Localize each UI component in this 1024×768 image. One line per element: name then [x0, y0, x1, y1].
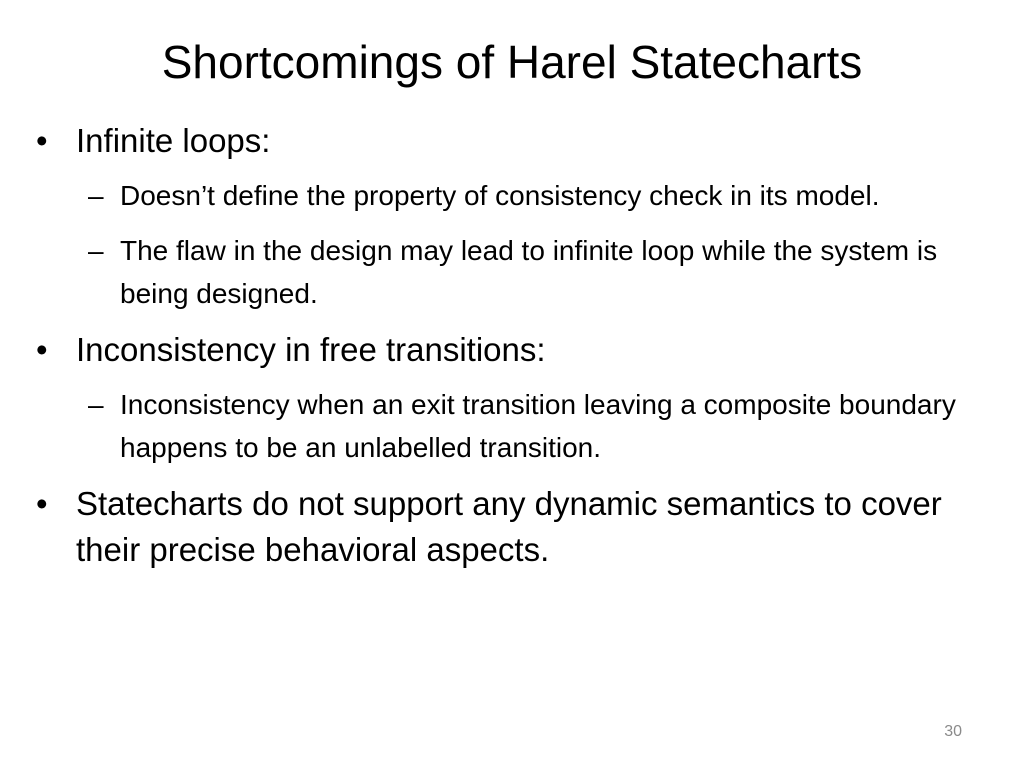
- sub-bullet-text: Inconsistency when an exit transition leaving a composite boundary happens to be an unlabelled transition.: [120, 389, 956, 463]
- sub-bullet-item: [88, 174, 994, 217]
- bullet-item-dynamic-semantics: [34, 481, 994, 573]
- sub-bullet-item: [88, 229, 994, 315]
- dash-icon: –: [88, 389, 104, 420]
- bullet-list: [34, 118, 994, 583]
- bullet-text: Inconsistency in free transitions:: [76, 331, 546, 368]
- page-number: 30: [944, 723, 962, 740]
- sub-bullet-text: The flaw in the design may lead to infinite loop while the system is being designed.: [120, 235, 938, 309]
- slide-title: Shortcomings of Harel Statecharts: [161, 36, 863, 88]
- bullet-text: Statecharts do not support any dynamic semantics to cover their precise behavioral aspects.: [76, 485, 942, 568]
- dash-icon: –: [88, 235, 104, 266]
- bullet-item-inconsistency: [34, 327, 994, 373]
- bullet-icon: •: [36, 331, 48, 368]
- bullet-item-infinite-loops: [34, 118, 994, 164]
- dash-icon: –: [88, 180, 104, 211]
- bullet-icon: •: [36, 122, 48, 159]
- bullet-text: Infinite loops:: [76, 122, 271, 159]
- bullet-icon: •: [36, 485, 48, 522]
- sub-bullet-text: Doesn’t define the property of consistency check in its model.: [120, 180, 880, 211]
- sub-bullet-item: [88, 383, 994, 469]
